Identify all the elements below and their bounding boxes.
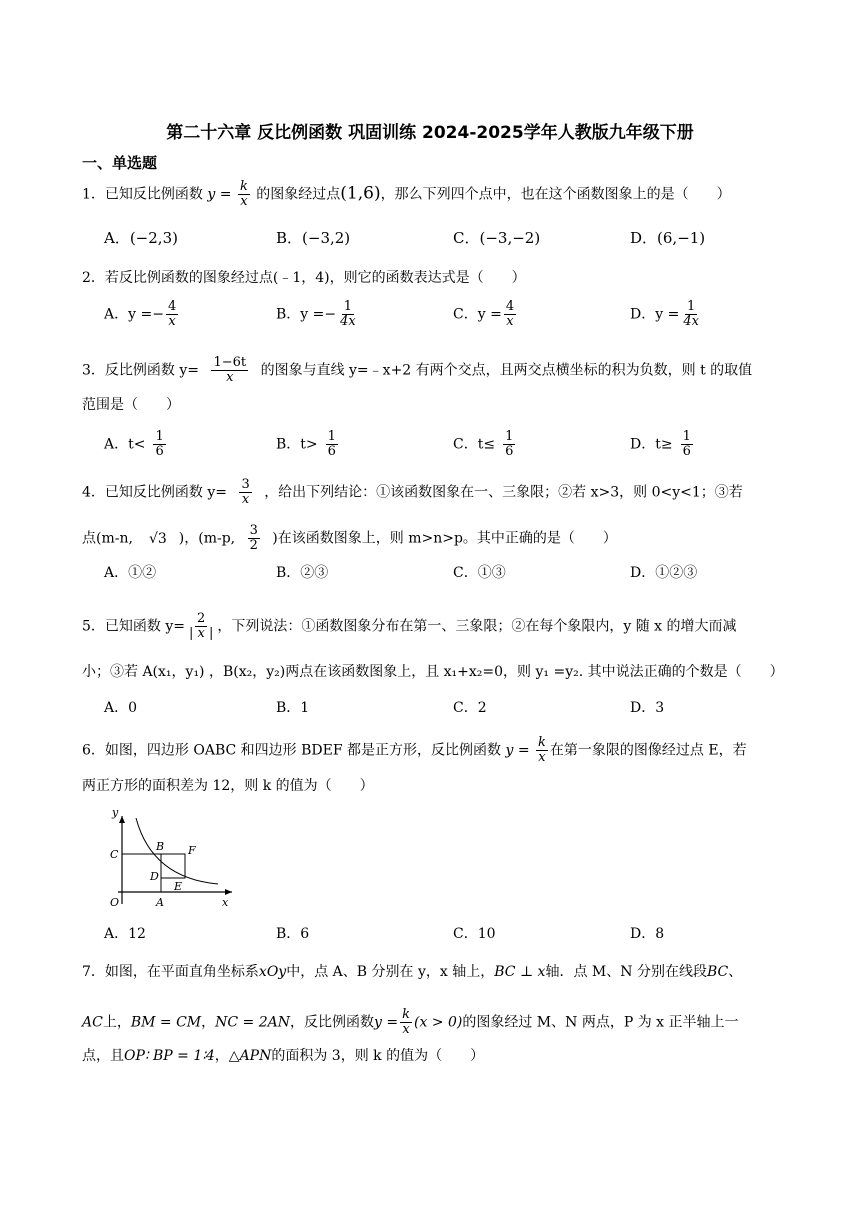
q6-option-c[interactable]: C．10 [453,926,496,942]
q5-option-b[interactable]: B．1 [276,700,310,716]
q5-option-d[interactable]: D．3 [630,700,665,716]
fraction: $\frac{k}{x}$ [239,179,248,209]
label-c: C [110,848,119,861]
q5-option-a[interactable]: A．0 [104,700,138,716]
label-y: y [112,808,119,819]
q2-option-b[interactable]: B．y =− $\frac{1}{4x}$ [276,299,356,329]
question-2-stem: 2．若反比例函数的图象经过点(﹣1，4)，则它的函数表达式是（ ） [82,270,526,286]
question-5-stem: 5．已知函数 y= $\frac{2}{| x |}$ ，下列说法：①函数图象分布在第一、三象限；②在每个象限内，y 随 x 的增大而减 [82,611,737,641]
q2-option-c[interactable]: C．y = $\frac{4}{x}$ [453,299,515,329]
q3-option-c[interactable]: C．t≤ $\frac{1}{6}$ [453,429,514,459]
question-6-stem-line2: 两正方形的面积差为 12，则 k 的值为（ ） [82,778,374,794]
q6-option-b[interactable]: B．6 [276,926,310,942]
q4-option-c[interactable]: C．①③ [453,565,506,581]
question-3-stem: 3．反比例函数 y= $\frac{1-6t}{x}$ 的图象与直线 y=﹣x+2 有两个交点，且两交点横坐标的积为负数，则 t 的取值 [82,355,753,385]
question-5-stem-line2: 小；③若 A(x₁，y₁) ，B(x₂，y₂)两点在该函数图象上，且 x₁+x₂=0，则 y₁ =y₂. 其中说法正确的个数是（ ） [82,664,784,680]
label-a: A [156,896,164,909]
label-x: x [222,896,229,909]
question-4-stem-line2: 点(m-n, √3 )，(m-p, $\frac{3}{2}$ )在该函数图象上，则 m>n>p。其中正确的是（ ） [82,523,617,553]
hyperbola-curve [136,818,218,884]
page-title: 第二十六章 反比例函数 巩固训练 2024-2025学年人教版九年级下册 [166,123,694,143]
q3-option-b[interactable]: B．t> $\frac{1}{6}$ [276,429,336,459]
question-1-stem: 1．已知反比例函数 y = $\frac{k}{x}$ 的图象经过点(1,6)，那么下列四个点中，也在这个函数图象上的是（ ） [82,179,731,209]
q3-option-d[interactable]: D．t≥ $\frac{1}{6}$ [630,429,691,459]
question-6-stem: 6．如图，四边形 OABC 和四边形 BDEF 都是正方形，反比例函数 y = $\frac{k}{x}$ 在第一象限的图像经过点 E，若 [82,735,747,765]
label-d: D [150,870,159,883]
q6-option-d[interactable]: D．8 [630,926,665,942]
label-b: B [156,840,165,853]
q4-option-d[interactable]: D．①②③ [630,565,698,581]
q6-option-a[interactable]: A．12 [104,926,146,942]
q5-option-c[interactable]: C．2 [453,700,487,716]
q4-option-a[interactable]: A．①② [104,565,157,581]
q3-option-a[interactable]: A．t< $\frac{1}{6}$ [104,429,164,459]
q1-option-b[interactable]: B．(−3,2) [276,229,351,247]
q1-option-d[interactable]: D．(6,−1) [630,229,706,247]
q1-option-c[interactable]: C．(−3,−2) [453,229,541,247]
q6-figure [100,808,240,912]
question-3-stem-line2: 范围是（ ） [82,397,180,413]
q2-option-d[interactable]: D．y = $\frac{1}{4x}$ [630,299,699,329]
q1-option-a[interactable]: A．(−2,3) [104,229,178,247]
section-heading: 一、单选题 [82,154,158,172]
question-7-stem-line3: 点，且OP∶ BP = 1∶4，△APN的面积为 3，则 k 的值为（ ） [82,1048,485,1064]
q2-option-a[interactable]: A．y =− $\frac{4}{x}$ [104,299,177,329]
label-f: F [188,844,196,857]
q4-option-b[interactable]: B．②③ [276,565,329,581]
question-7-stem-line1: 7．如图，在平面直角坐标系xOy中，点 A、B 分别在 y，x 轴上，BC ⊥ x轴．点 M、N 分别在线段BC、 [82,964,743,980]
label-e: E [174,880,183,893]
question-4-stem: 4．已知反比例函数 y= $\frac{3}{x}$ ，给出下列结论：①该函数图象在一、三象限；②若 x>3，则 0<y<1；③若 [82,477,743,507]
label-o: O [110,896,120,909]
question-7-stem-line2: AC上，BM = CM，NC = 2AN，反比例函数y = $\frac{k}{x}$ (x > 0)的图象经过 M、N 两点，P 为 x 正半轴上一 [82,1007,739,1037]
